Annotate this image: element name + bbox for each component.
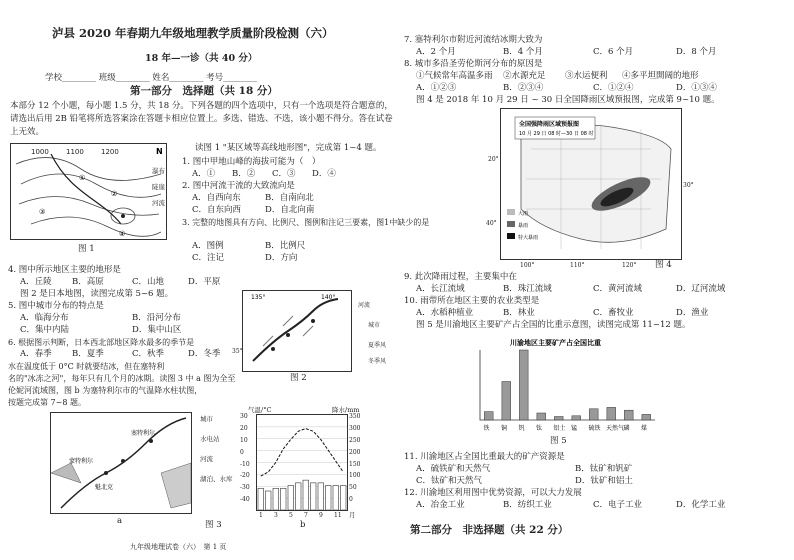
q8-sub: ④多平坦開阔的地形 [622,71,699,81]
legend-winter-monsoon: 冬季风 [368,358,387,365]
temp-tick: 30 [240,413,248,420]
north-arrow-icon: N [156,147,163,156]
fig3b-climate-chart [256,414,348,511]
q6-option[interactable]: B．夏季 [72,349,104,359]
fig3-intro-line: 水在温度低于 0°C 时就要结冰，但在塞特利 [8,362,165,371]
instruction-line: 请选出后用 2B 铅笔将所选答案涂在答题卡相应位置上。多选、错选、不选，该小题不得分。答在试卷 [10,114,393,124]
japan-map-svg [243,291,351,371]
page-footer: 九年级地理试卷（六） 第 1 页 [130,543,227,551]
category-label: 硫铁 [588,425,601,432]
category-label: 磷 [623,425,630,432]
q12-option[interactable]: A．冶金工业 [416,500,465,510]
month-tick: 5 [289,512,293,519]
q7-option[interactable]: D．8 个月 [676,47,717,57]
precip-bar [288,486,294,510]
q1-option[interactable]: A．① [192,169,216,179]
fig2-caption: 图 2 [290,373,307,383]
q6-option[interactable]: D．冬季 [188,349,221,359]
river-map-svg [51,413,191,513]
bar-钛 [537,413,546,420]
coord-label: 110° [570,262,585,269]
temp-tick: 0 [240,448,244,456]
fig5-intro: 图 5 是川渝地区主要矿产占全国的比重示意图，读图完成第 11~12 题。 [416,320,691,330]
q8-sub: ①气候常年高温多雨 [416,71,493,81]
q11-option[interactable]: A．硫铁矿和天然气 [416,464,491,474]
precip-bar [311,483,317,510]
svg-text:④: ④ [119,230,126,238]
month-tick: 3 [274,512,278,519]
q5-option[interactable]: D．集中山区 [132,325,182,335]
place-label: 魁北克 [95,484,114,491]
q10-option[interactable]: B．林业 [503,308,535,318]
q7-option[interactable]: B．4 个月 [503,47,543,57]
bar-锰 [572,416,581,420]
q12-option[interactable]: D．化学工业 [676,500,726,510]
fig3-intro-line: 按题完成第 7~8 题。 [8,398,86,407]
precip-tick: 200 [349,448,361,456]
precip-tick: 350 [349,413,361,420]
category-label: 锰 [571,425,578,432]
q8-stem: 8. 城市多沿圣劳伦斯河分布的原因是 [404,59,543,69]
q4-option[interactable]: A．丘陵 [20,277,52,287]
legend-summer-monsoon: 夏季风 [368,342,387,349]
legend-river: 河流 [358,302,371,309]
contour-map-svg [11,144,166,239]
rain-map-svg [501,109,681,259]
coord-label: 120° [622,262,637,269]
q10-option[interactable]: D．渔业 [676,308,709,318]
legend-severe-rainstorm: 特大暴雨 [518,235,539,241]
temp-tick: 20 [240,424,248,432]
bar-铜 [502,382,511,421]
precip-bar [296,483,302,510]
svg-text:③: ③ [39,208,46,216]
instruction-line: 上无效。 [10,127,45,137]
legend-city: 城市 [368,322,381,329]
instruction-line: 本部分 12 个小题，每小题 1.5 分，共 18 分。下列各题的四个选项中，只有一个选项是符合题意的， [10,101,393,111]
precip-tick: 50 [349,484,357,492]
category-label: 天然气 [606,425,625,432]
contour-label: 1100 [66,148,84,156]
bar-chart-svg [460,335,660,435]
fig2-intro: 图 2 是日本地图，读图完成第 5~6 题。 [20,289,174,299]
legend-cliff: 陡崖 [152,183,165,191]
month-tick: 1 [259,512,263,519]
precip-tick: 300 [349,424,361,432]
category-label: 铝土 [553,425,566,432]
precip-bar [341,486,347,510]
right-column [400,0,794,560]
bar-硫铁 [589,409,598,420]
precip-bar [326,486,332,510]
temp-tick: -20 [240,472,250,480]
q4-option[interactable]: D．平原 [188,277,221,287]
q8-option[interactable]: A．①②③ [416,83,457,93]
q10-option[interactable]: A．水稻种植业 [416,308,474,318]
q2-stem: 2. 图中河流干流的大致流向是 [182,181,295,191]
q11-option[interactable]: C．钛矿和天然气 [416,476,483,486]
category-label: 煤 [641,425,648,432]
climate-chart-svg [257,415,347,510]
fig3a-river-map [50,412,192,514]
q1-option[interactable]: D．④ [312,169,336,179]
precip-bar [258,488,264,510]
chart-ylabel-right: 降水/mm [332,406,360,414]
precip-tick: 100 [349,472,361,480]
fig2-japan-map [242,290,352,372]
q12-stem: 12. 川渝地区利用图中优势资源，可以大力发展 [404,488,582,498]
fig3a-label: a [117,516,123,526]
q11-option[interactable]: D．钛矿和铝土 [575,476,633,486]
coord-label: 30° [683,182,694,189]
q4-option[interactable]: B．高原 [72,277,104,287]
fig4-rain-map [500,108,682,260]
q3-option[interactable]: B．比例尺 [265,241,306,251]
q9-option[interactable]: B．珠江流域 [503,284,552,294]
place-label: 蒙特利尔 [69,458,94,465]
contour-label: 1000 [31,148,49,156]
q2-option[interactable]: B．自南向北 [265,193,314,203]
temp-tick: -30 [240,484,250,492]
q9-option[interactable]: D．辽河流域 [676,284,726,294]
q7-option[interactable]: A．2 个月 [416,47,456,57]
precip-tick: 0 [349,496,353,504]
precip-tick: 250 [349,436,361,444]
student-info-line: 学校________ 班级________ 姓名________ 考号________ [45,73,258,83]
coord-label: 35° [232,348,243,355]
q3-option[interactable]: C．注记 [192,253,225,263]
month-unit: 月 [349,511,356,519]
bar-煤 [642,414,651,420]
bar-天然气 [607,407,616,420]
legend-city: 城市 [200,415,213,423]
q12-option[interactable]: B．纺织工业 [503,500,552,510]
coord-label: 140° [321,294,336,301]
q2-option[interactable]: A．自西向东 [192,193,241,203]
q11-option[interactable]: B．钛矿和钒矿 [575,464,633,474]
category-label: 钒 [518,425,525,432]
q8-option[interactable]: C．①②④ [593,83,634,93]
legend-rainstorm: 暴雨 [518,223,529,229]
q10-stem: 10. 雨带所在地区主要的农业类型是 [404,296,540,306]
legend-river: 河流 [152,199,165,207]
fig5-bar-chart [460,335,660,435]
coord-label: 135° [251,294,266,301]
month-tick: 7 [304,512,308,519]
svg-text:①: ① [79,174,86,182]
q9-option[interactable]: A．长江流域 [416,284,465,294]
q6-stem: 6. 根据图示判断，日本西北部地区降水最多的季节是 [8,338,195,347]
part2-title: 第二部分 非选择题（共 22 分） [410,524,569,536]
legend-river: 河流 [200,455,213,463]
q8-option[interactable]: D．①③④ [676,83,717,93]
fig4-caption: 图 4 [655,260,672,270]
temperature-line [261,429,344,477]
fig1-contour-map [10,143,167,240]
map-title: 全国强降雨区域预报图 [519,121,580,128]
q4-option[interactable]: C．山地 [132,277,165,287]
legend-dam: 水电站 [200,435,220,443]
precip-bar [266,491,272,510]
q9-stem: 9. 此次降雨过程，主要集中在 [404,272,517,282]
bar-钒 [519,350,528,420]
q12-option[interactable]: C．电子工业 [593,500,643,510]
exam-title: 泸县 2020 年春期九年级地理教学质量阶段检测（六） [52,26,334,40]
q11-stem: 11. 川渝地区占全国比重最大的矿产资源是 [404,452,565,462]
q3-option[interactable]: D．方向 [265,253,298,263]
category-label: 铜 [501,425,508,432]
temp-tick: -40 [240,496,250,504]
q8-option[interactable]: B．②③④ [503,83,544,93]
coord-label: 100° [520,262,535,269]
fig3-intro-line: 名的"冰冻之河"，每年只有几个月的冰期。读图 3 中 a 图为全至 [8,374,236,383]
fig5-caption: 图 5 [550,436,567,446]
precip-bar [333,486,339,510]
q7-stem: 7. 塞特利尔市附近河流结冰期大致为 [404,35,543,45]
q6-option[interactable]: C．秋季 [132,349,165,359]
q5-option[interactable]: B．沿河分布 [132,313,181,323]
legend-lake: 湖泊、水库 [200,475,233,483]
q1-option[interactable]: B．② [232,169,256,179]
q5-option[interactable]: A．临海分布 [20,313,69,323]
q1-option[interactable]: C．③ [272,169,296,179]
place-label: 塞特利尔 [131,430,156,437]
q8-sub: ③水运便利 [565,71,608,81]
month-tick: 11 [334,512,342,519]
precip-bar [318,483,324,510]
legend-waterfall: 瀑布 [152,167,165,175]
category-label: 铁 [483,425,490,432]
svg-text:②: ② [111,190,118,198]
precip-bar [281,488,287,510]
category-label: 钛 [536,425,543,432]
fig3-caption: 图 3 [205,520,222,530]
map-subtitle: 10 月 29 日 08 时—30 日 08 时 [519,131,594,137]
fig3-intro-line: 伦妮河流域图，图 b 为塞特利尔市的气温降水柱状图， [8,386,203,395]
q4-stem: 4. 图中所示地区主要的地形是 [8,265,121,275]
fig1-caption: 图 1 [78,244,95,254]
temp-tick: -10 [240,460,250,468]
contour-label: 1200 [101,148,119,156]
bar-铝土 [554,417,563,421]
exam-subtitle: 18 年—一诊（共 40 分） [145,53,258,64]
bar-磷 [624,410,633,420]
q3-option[interactable]: A．图例 [192,241,224,251]
q8-sub: ②水源充足 [503,71,546,81]
q2-option[interactable]: D．自北向南 [265,205,315,215]
q2-option[interactable]: C．自东向西 [192,205,242,215]
legend-heavy-rain: 大雨 [518,211,529,217]
precip-bar [273,488,279,510]
q6-option[interactable]: A．春季 [20,349,52,359]
temp-tick: 10 [240,436,248,444]
q3-stem: 3. 完整的地图具有方向、比例尺、图例和注记三要素，图1中缺少的是 [182,218,430,227]
fig1-intro: 读图 1 "某区域等高线地形图"，完成第 1~4 题。 [195,143,382,153]
q5-stem: 5. 图中城市分布的特点是 [8,301,104,311]
bar-铁 [484,412,493,420]
precip-tick: 150 [349,460,361,468]
fig3b-label: b [300,520,306,530]
chart-ylabel-left: 气温/°C [248,406,272,414]
q1-stem: 1. 图中甲地山峰的海拔可能为（ ） [182,157,321,167]
coord-label: 40° [486,220,497,227]
q9-option[interactable]: C．黄河流域 [593,284,643,294]
q10-option[interactable]: C．畜牧业 [593,308,634,318]
precip-bar [303,480,309,510]
part1-title: 第一部分 选择题（共 18 分） [130,85,278,97]
coord-label: 20° [488,156,499,163]
q5-option[interactable]: C．集中内陆 [20,325,70,335]
month-tick: 9 [319,512,323,519]
q7-option[interactable]: C．6 个月 [593,47,634,57]
fig4-intro: 图 4 是 2018 年 10 月 29 日 ~ 30 日全国降雨区域预报图，完成第 9~10 题。 [416,95,720,105]
chart-title: 川渝地区主要矿产占全国比重 [510,339,601,347]
